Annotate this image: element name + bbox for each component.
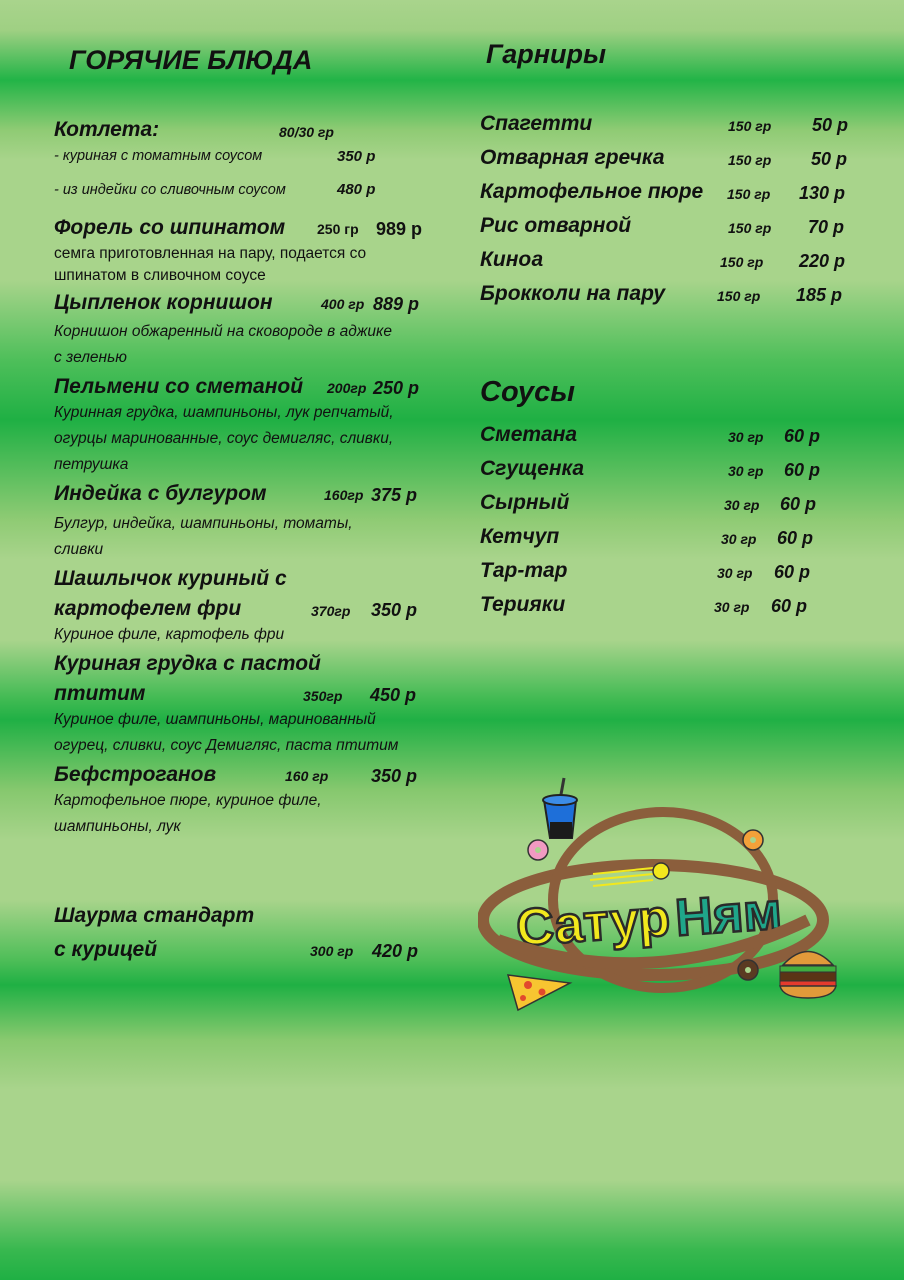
dish-kotleta-name: Котлета: [54, 118, 160, 141]
dish-indeyka-price: 375 р [371, 485, 418, 505]
dish-kotleta-weight: 80/30 гр [279, 124, 334, 140]
sous-item-price: 60 р [777, 528, 814, 548]
donut-icon [528, 840, 548, 860]
dish-befstroganov-desc-1: Картофельное пюре, куриное филе, [54, 792, 322, 809]
garnir-item-price: 130 р [799, 183, 846, 203]
dish-shaurma-price: 420 р [372, 941, 419, 961]
dish-kotleta-option-2-price: 480 р [337, 181, 376, 198]
donut-icon [743, 830, 763, 850]
donut-icon [738, 960, 758, 980]
dish-befstroganov-name: Бефстроганов [54, 763, 217, 786]
sous-item-weight: 30 гр [721, 531, 757, 547]
dish-shashlyk-name-2: картофелем фри [54, 597, 242, 620]
dish-shaurma-weight: 300 гр [310, 943, 354, 959]
sous-item-price: 60 р [784, 426, 821, 446]
sousy-title: Соусы [480, 376, 575, 408]
sous-item-weight: 30 гр [728, 429, 764, 445]
dish-forel-desc-2: шпинатом в сливочном соусе [54, 267, 266, 284]
dish-shaurma-name-2: с курицей [54, 938, 158, 961]
dish-pelmeni-desc-2: огурцы маринованные, соус демигляс, сливки, [54, 430, 394, 447]
sous-item-price: 60 р [780, 494, 817, 514]
garnir-item-weight: 150 гр [728, 152, 772, 168]
garnir-item-name: Рис отварной [480, 214, 632, 237]
garnir-item-price: 185 р [796, 285, 843, 305]
dish-indeyka-weight: 160гр [324, 487, 364, 503]
dish-cyplenok-weight: 400 гр [321, 296, 365, 312]
garnir-item-price: 50 р [812, 115, 849, 135]
dish-shashlyk-desc-1: Куриное филе, картофель фри [54, 626, 285, 643]
sous-item-price: 60 р [774, 562, 811, 582]
sous-item-name: Кетчуп [480, 525, 560, 548]
sous-item-price: 60 р [771, 596, 808, 616]
garnir-item-price: 70 р [808, 217, 845, 237]
dish-grudka-weight: 350гр [303, 688, 343, 704]
garnir-item-name: Картофельное пюре [480, 180, 704, 203]
dish-pelmeni-desc-1: Куринная грудка, шампиньоны, лук репчатый, [54, 404, 394, 421]
sous-item-weight: 30 гр [717, 565, 753, 581]
garnir-item-weight: 150 гр [728, 220, 772, 236]
logo-text-satur: Сатур [514, 889, 672, 958]
logo-text-nyam: Ням [673, 882, 784, 948]
dish-befstroganov-weight: 160 гр [285, 768, 329, 784]
dish-befstroganov-price: 350 р [371, 766, 418, 786]
saturnyam-logo [478, 770, 843, 1020]
sous-item-name: Сгущенка [480, 457, 585, 480]
garnir-item-price: 220 р [799, 251, 846, 271]
dish-pelmeni-name: Пельмени со сметаной [54, 375, 304, 398]
dish-befstroganov-desc-2: шампиньоны, лук [54, 818, 181, 835]
garnir-item-name: Киноа [480, 248, 544, 271]
sous-item-name: Сметана [480, 423, 578, 446]
dish-grudka-price: 450 р [370, 685, 417, 705]
dish-pelmeni-desc-3: петрушка [54, 456, 129, 473]
pizza-slice-icon [508, 975, 570, 1010]
garnir-item-name: Отварная гречка [480, 146, 665, 169]
dish-pelmeni-weight: 200гр [327, 380, 367, 396]
sous-item-weight: 30 гр [714, 599, 750, 615]
dish-grudka-desc-2: огурец, сливки, соус Демигляс, паста птитим [54, 737, 399, 754]
dish-grudka-name-1: Куриная грудка с пастой [54, 652, 321, 675]
sous-item-weight: 30 гр [724, 497, 760, 513]
garnir-item-weight: 150 гр [727, 186, 771, 202]
drink-cup-icon [543, 778, 577, 838]
dish-forel-price: 989 р [376, 219, 423, 239]
dish-cyplenok-desc-1: Корнишон обжаренный на сковороде в аджике [54, 323, 392, 340]
dish-kotleta-option-1: - куриная с томатным соусом [54, 148, 263, 164]
dish-cyplenok-price: 889 р [373, 294, 420, 314]
dish-kotleta-option-1-price: 350 р [337, 148, 376, 165]
dish-cyplenok-name: Цыпленок корнишон [54, 291, 273, 314]
hot-dishes-title: ГОРЯЧИЕ БЛЮДА [69, 45, 313, 75]
sous-item-name: Терияки [480, 593, 566, 616]
dish-cyplenok-desc-2: с зеленью [54, 349, 127, 366]
dish-forel-weight: 250 гр [317, 221, 359, 237]
dish-shashlyk-price: 350 р [371, 600, 418, 620]
dish-pelmeni-price: 250 р [373, 378, 420, 398]
dish-shashlyk-weight: 370гр [311, 603, 351, 619]
garnir-item-name: Спагетти [480, 112, 593, 135]
dish-shaurma-name-1: Шаурма стандарт [54, 904, 255, 927]
garnir-item-price: 50 р [811, 149, 848, 169]
dish-forel-name: Форель со шпинатом [54, 216, 286, 239]
dish-shashlyk-name-1: Шашлычок куриный с [54, 567, 287, 590]
dish-indeyka-name: Индейка с булгуром [54, 482, 267, 505]
garniry-title: Гарниры [486, 39, 607, 69]
garnir-item-weight: 150 гр [720, 254, 764, 270]
dish-grudka-desc-1: Куриное филе, шампиньоны, маринованный [54, 711, 376, 728]
sous-item-price: 60 р [784, 460, 821, 480]
dish-grudka-name-2: птитим [54, 682, 146, 705]
garnir-item-weight: 150 гр [717, 288, 761, 304]
garnir-item-name: Брокколи на пару [480, 282, 666, 305]
dish-kotleta-option-2: - из индейки со сливочным соусом [54, 182, 286, 198]
dish-indeyka-desc-2: сливки [54, 541, 104, 558]
sous-item-name: Тар-тар [480, 559, 568, 582]
dish-forel-desc-1: семга приготовленная на пару, подается со [54, 245, 367, 262]
sous-item-name: Сырный [480, 491, 570, 514]
sous-item-weight: 30 гр [728, 463, 764, 479]
dish-indeyka-desc-1: Булгур, индейка, шампиньоны, томаты, [54, 515, 353, 532]
garnir-item-weight: 150 гр [728, 118, 772, 134]
